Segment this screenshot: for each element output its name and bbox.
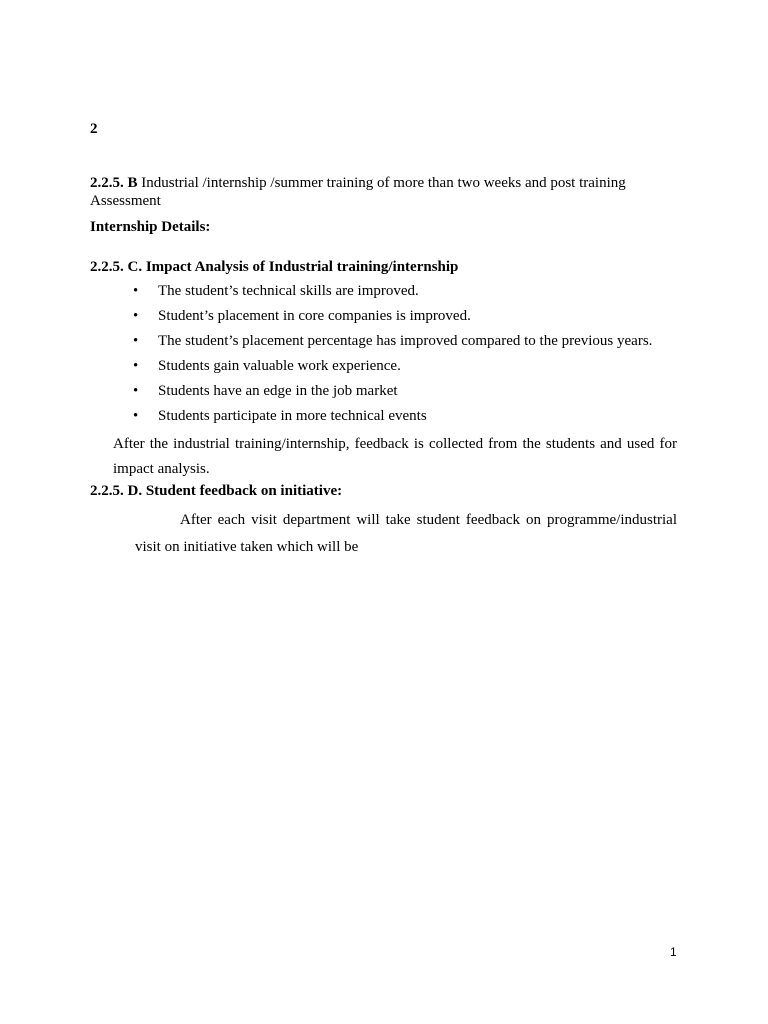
bullet-icon: • [133,408,139,424]
student-feedback-paragraph: After each visit department will take student feedback on programme/industrial visit on initiative taken which will be [135,512,677,555]
list-item-text: Students gain valuable work experience. [158,358,401,374]
list-item [133,282,652,307]
heading-2-2-5-b [90,174,680,210]
list-item-text: Student’s placement in core companies is improved. [158,308,471,324]
heading-2-2-5-d: 2.2.5. D. Student feedback on initiative: [90,483,343,499]
heading-b-text: Industrial /internship /summer training of more than two weeks and post training Assessment [90,175,626,209]
bullet-icon: • [133,383,139,399]
section-number: 2 [90,121,98,137]
bullet-icon: • [133,308,139,324]
heading-2-2-5-c: 2.2.5. C. Impact Analysis of Industrial training/internship [90,259,459,275]
impact-analysis-paragraph: After the industrial training/internship, feedback is collected from the students and used for impact analysis. [113,436,677,477]
list-item-text: The student’s technical skills are improved. [158,283,419,299]
bullet-icon: • [133,333,139,349]
list-item-text: Students have an edge in the job market [158,383,398,399]
bullet-icon: • [133,358,139,374]
list-item-text: Students participate in more technical events [158,408,427,424]
page-number: 1 [670,945,677,959]
list-item [133,332,652,357]
list-item-text: The student’s placement percentage has improved compared to the previous years. [158,333,653,349]
list-item [133,307,652,332]
impact-bullet-list [133,282,652,432]
list-item [133,382,652,407]
heading-b-number: 2.2.5. B [90,175,138,191]
list-item [133,357,652,382]
bullet-icon: • [133,283,139,299]
internship-details-label: Internship Details: [90,219,211,235]
list-item [133,407,652,432]
